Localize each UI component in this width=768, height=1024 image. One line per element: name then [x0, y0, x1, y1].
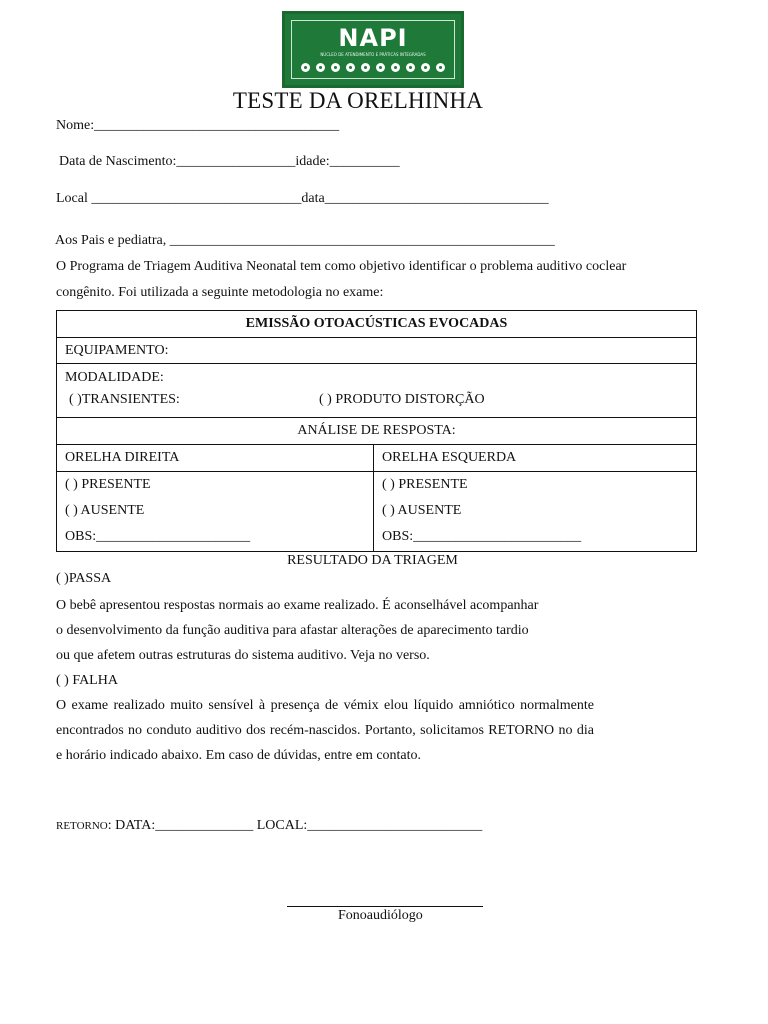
name-field[interactable]: Nome:___________________________________ [56, 118, 340, 133]
return-fields[interactable]: : DATA:______________ LOCAL:_________________________ [107, 818, 483, 833]
logo-circle-icon [421, 63, 430, 72]
logo-icon-row [285, 63, 461, 72]
left-present-option[interactable]: ( ) PRESENTE [382, 477, 468, 492]
analysis-header: ANÁLISE DE RESPOSTA: [57, 418, 697, 445]
left-ear-results [374, 472, 697, 552]
page-title: TESTE DA ORELHINHA [232, 88, 484, 113]
exam-table [56, 310, 697, 552]
logo-circle-icon [361, 63, 370, 72]
right-absent-option[interactable]: ( ) AUSENTE [65, 503, 145, 518]
left-ear-label: ORELHA ESQUERDA [374, 445, 697, 472]
logo-circle-icon [301, 63, 310, 72]
fail-option[interactable]: ( ) FALHA [56, 673, 118, 688]
logo-circle-icon [331, 63, 340, 72]
return-label: RETORNO [56, 820, 108, 832]
option-produto-distorcao[interactable]: ( ) PRODUTO DISTORÇÃO [319, 391, 485, 407]
right-present-option[interactable]: ( ) PRESENTE [65, 477, 151, 492]
pass-text-line-2: o desenvolvimento da função auditiva para afastar alterações de aparecimento tardio [56, 623, 529, 638]
right-ear-label: ORELHA DIREITA [57, 445, 374, 472]
intro-line-2: congênito. Foi utilizada a seguinte metodologia no exame: [56, 285, 384, 300]
return-row [56, 818, 482, 834]
modality-options [65, 388, 688, 414]
table-header: EMISSÃO OTOACÚSTICAS EVOCADAS [57, 311, 697, 338]
pass-text-line-1: O bebê apresentou respostas normais ao exame realizado. É aconselhável acompanhar [56, 598, 539, 613]
left-absent-option[interactable]: ( ) AUSENTE [382, 503, 462, 518]
logo-circle-icon [346, 63, 355, 72]
fail-text: O exame realizado muito sensível à presença de vémix elou líquido amniótico normalmente encontrados no conduto auditivo dos recém-nascidos. Portanto, solicitamos RETORNO no dia e horário indicado abaixo. Em caso de dúvidas, entre em contato. [56, 698, 594, 763]
intro-line-1: O Programa de Triagem Auditiva Neonatal tem como objetivo identificar o problema auditivo coclear [56, 259, 627, 274]
signature-line [287, 906, 483, 907]
local-date-field[interactable]: Local ______________________________data________________________________ [56, 191, 549, 206]
napi-logo [282, 11, 464, 88]
modality-cell [57, 364, 697, 418]
pass-text-line-3: ou que afetem outras estruturas do sistema auditivo. Veja no verso. [56, 648, 430, 663]
equipment-cell[interactable]: EQUIPAMENTO: [57, 338, 697, 364]
birthdate-age-field[interactable]: Data de Nascimento:_________________idade:__________ [59, 154, 400, 169]
right-ear-results [57, 472, 374, 552]
left-obs-field[interactable]: OBS:________________________ [382, 529, 582, 544]
modality-label: MODALIDADE: [65, 369, 164, 385]
logo-circle-icon [436, 63, 445, 72]
logo-circle-icon [406, 63, 415, 72]
pass-option[interactable]: ( )PASSA [56, 571, 112, 586]
result-title: RESULTADO DA TRIAGEM [287, 553, 458, 568]
logo-title: NAPI [338, 24, 408, 52]
parents-field[interactable]: Aos Pais e pediatra, _______________________________________________________ [55, 233, 555, 248]
logo-subtitle: NÚCLEO DE ATENDIMENTO E PRÁTICAS INTEGRADAS [320, 52, 426, 57]
logo-circle-icon [391, 63, 400, 72]
logo-circle-icon [316, 63, 325, 72]
logo-circle-icon [376, 63, 385, 72]
signature-label: Fonoaudiólogo [338, 908, 423, 923]
right-obs-field[interactable]: OBS:______________________ [65, 529, 251, 544]
option-transientes[interactable]: ( )TRANSIENTES: [69, 391, 180, 407]
